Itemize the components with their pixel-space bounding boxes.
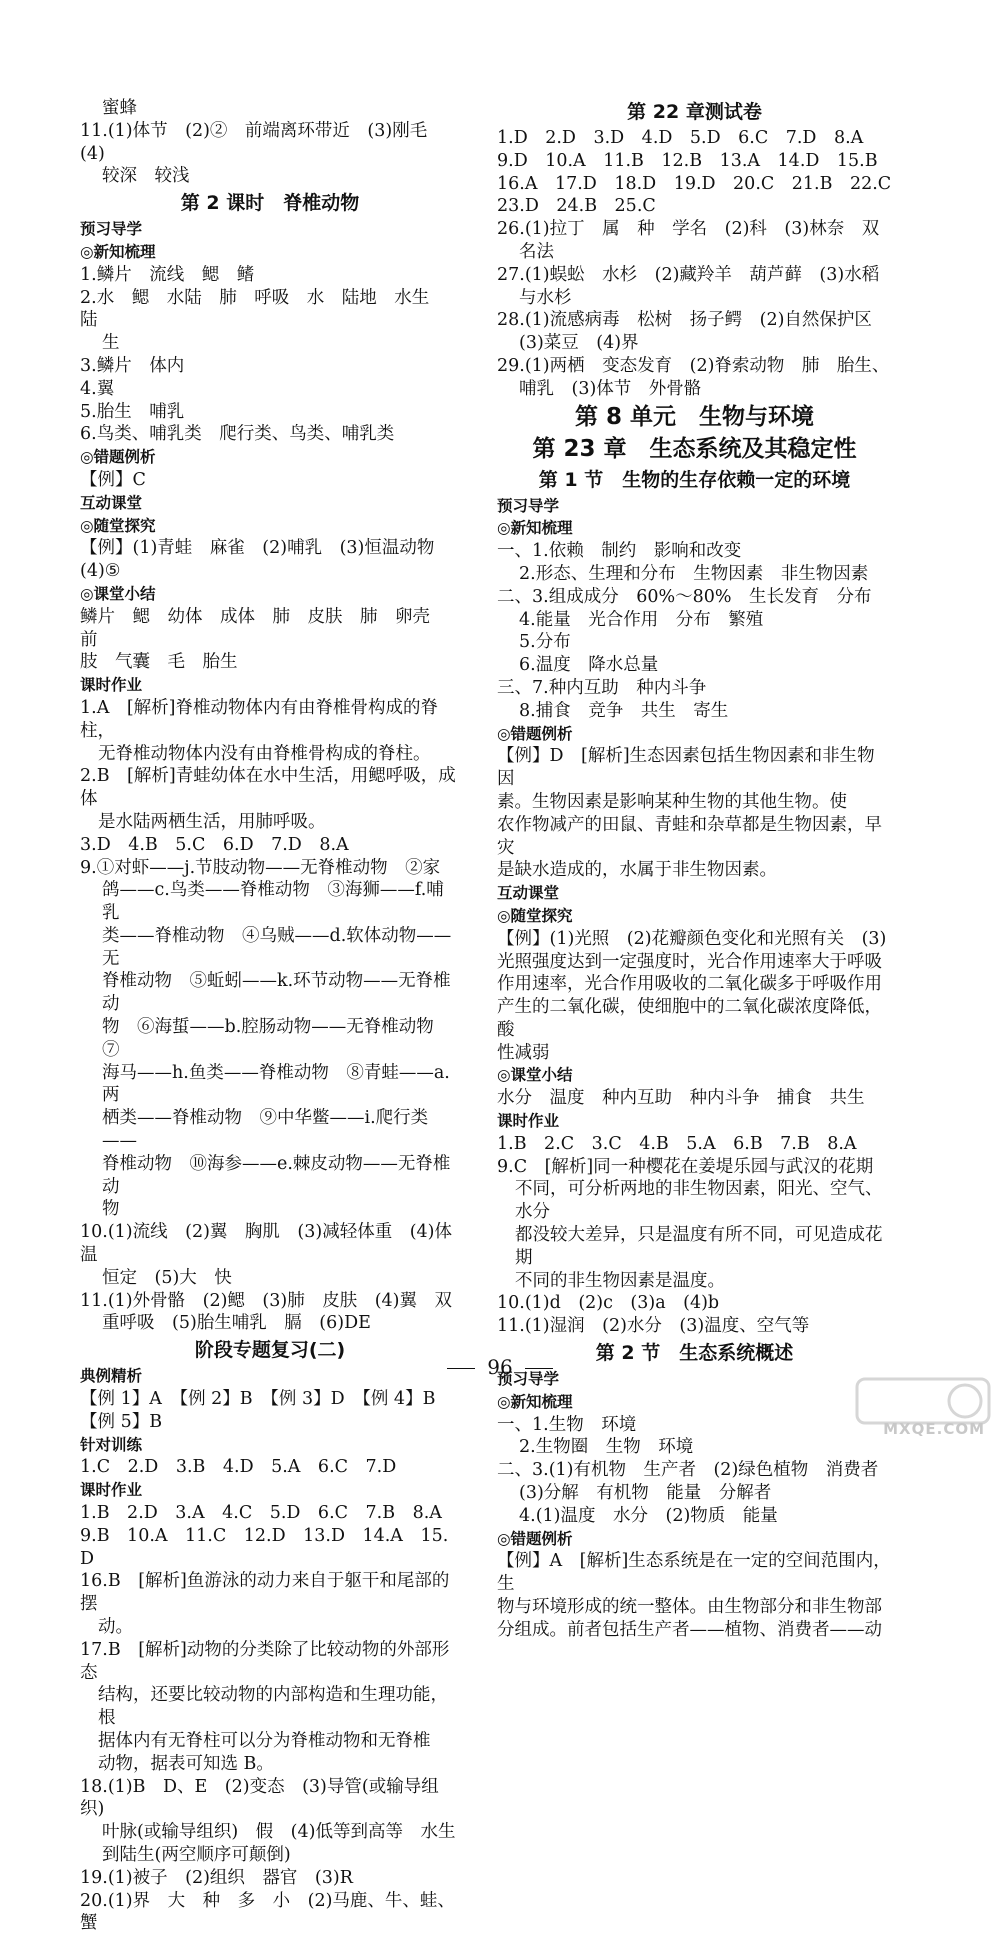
answer-line: 农作物减产的田鼠、青蛙和杂草都是生物因素，早灾 xyxy=(497,814,882,858)
answer-line: 物与环境形成的统一整体。由生物部分和非生物部 xyxy=(497,1597,882,1618)
answer-line: 11.(1)湿润 (2)水分 (3)温度、空气等 xyxy=(497,1316,810,1337)
answer-line: 16.B [解析]鱼游泳的动力来自于躯干和尾部的摆 xyxy=(80,1571,450,1615)
answer-line: 较深 较浅 xyxy=(102,166,190,187)
section-label: ◎新知梳理 xyxy=(497,519,573,538)
section-label: 课时作业 xyxy=(497,1112,560,1131)
section-label: 互动课堂 xyxy=(497,884,560,903)
page-number xyxy=(0,1356,1000,1379)
answer-line: 6.鸟类、哺乳类 爬行类、鸟类、哺乳类 xyxy=(80,424,395,445)
answer-line: 与水杉 xyxy=(519,287,572,308)
section-heading: 第 23 章 生态系统及其稳定性 xyxy=(532,435,857,462)
answer-line: 28.(1)流感病毒 松树 扬子鳄 (2)自然保护区 xyxy=(497,310,872,331)
section-label: ◎错题例析 xyxy=(497,1529,573,1548)
answer-line: 11.(1)外骨骼 (2)鳃 (3)肺 皮肤 (4)翼 双 xyxy=(80,1290,452,1311)
answer-line: 2.水 鳃 水陆 肺 呼吸 水 陆地 水生 陆 xyxy=(80,287,447,331)
section-heading: 第 22 章测试卷 xyxy=(627,101,762,123)
section-label: ◎随堂探究 xyxy=(80,516,156,535)
answer-line: 10.(1)流线 (2)翼 胸肌 (3)减轻体重 (4)体温 xyxy=(80,1222,452,1266)
answer-line: 11.(1)体节 (2)② 前端离环带近 (3)刚毛 (4) xyxy=(80,120,445,164)
answer-line: 海马——h.鱼类——脊椎动物 ⑧青蛙——a.两 xyxy=(102,1062,450,1106)
answer-line: 动物，据表可知选 B。 xyxy=(98,1753,274,1774)
section-label: 针对训练 xyxy=(80,1435,143,1454)
answer-line: 一、1.依赖 制约 影响和改变 xyxy=(497,541,742,562)
answer-line: 作用速率，光合作用吸收的二氧化碳多于呼吸作用 xyxy=(497,974,882,995)
answer-line: 水分 温度 种内互助 种内斗争 捕食 共生 xyxy=(497,1088,865,1109)
answer-line: 20.(1)界 大 种 多 小 (2)马鹿、牛、蛙、蟹 xyxy=(80,1890,455,1934)
answer-line: 10.(1)d (2)c (3)a (4)b xyxy=(497,1293,720,1314)
answer-line: 肢 气囊 毛 胎生 xyxy=(80,652,238,673)
answer-line: 4.能量 光合作用 分布 繁殖 xyxy=(519,609,764,630)
answer-line: 性减弱 xyxy=(497,1042,550,1063)
answer-line: 叶脉(或输导组织) 假 (4)低等到高等 水生 xyxy=(102,1822,456,1843)
answer-line: 无脊椎动物体内没有由脊椎骨构成的脊柱。 xyxy=(98,743,431,764)
answer-line: 17.B [解析]动物的分类除了比较动物的外部形态 xyxy=(80,1639,450,1683)
answer-line: 【例】A [解析]生态系统是在一定的空间范围内，生 xyxy=(497,1551,891,1595)
answer-line: 是水陆两栖生活，用肺呼吸。 xyxy=(98,811,326,832)
answer-line: 哺乳 (3)体节 外骨骼 xyxy=(519,378,702,399)
section-label: 预习导学 xyxy=(497,1370,560,1389)
answer-line: 3.D 4.B 5.C 6.D 7.D 8.A xyxy=(80,834,349,855)
answer-line: 1.C 2.D 3.B 4.D 5.A 6.C 7.D xyxy=(80,1457,397,1478)
page-number-text: 96 xyxy=(487,1355,513,1379)
section-heading: 第 2 课时 脊椎动物 xyxy=(180,192,360,215)
answer-line: 【例】D [解析]生态因素包括生物因素和非生物因 xyxy=(497,746,875,790)
right-column xyxy=(497,97,892,1642)
answer-line: 9.B 10.A 11.C 12.D 13.D 14.A 15.D xyxy=(80,1525,449,1569)
answer-line: 23.D 24.B 25.C xyxy=(497,196,656,217)
answer-line: (4)⑤ xyxy=(80,561,121,582)
answer-line: 3.鳞片 体内 xyxy=(80,355,185,376)
answer-line: 分组成。前者包括生产者——植物、消费者——动 xyxy=(497,1619,882,1640)
answer-line: 19.(1)被子 (2)组织 器官 (3)R xyxy=(80,1867,353,1888)
answer-line: 1.B 2.D 3.A 4.C 5.D 6.C 7.B 8.A xyxy=(80,1503,442,1524)
section-label: ◎新知梳理 xyxy=(497,1392,573,1411)
answer-line: 光照强度达到一定强度时，光合作用速率大于呼吸 xyxy=(497,951,882,972)
answer-line: 物 ⑥海蜇——b.腔肠动物——无脊椎动物 ⑦ xyxy=(102,1017,452,1060)
answer-line: 不同，可分析两地的非生物因素，阳光、空气、水分 xyxy=(515,1179,883,1223)
answer-line: 1.D 2.D 3.D 4.D 5.D 6.C 7.D 8.A xyxy=(497,128,864,148)
answer-line: 鸽——c.鸟类——脊椎动物 ③海狮——f.哺乳 xyxy=(102,880,444,924)
answer-line: 【例】C xyxy=(80,469,146,490)
section-label: 互动课堂 xyxy=(80,493,143,512)
section-label: 预习导学 xyxy=(497,496,560,515)
answer-line: 是缺水造成的，水属于非生物因素。 xyxy=(497,860,777,881)
answer-line: (3)分解 有机物 能量 分解者 xyxy=(519,1483,772,1504)
answer-line: 都没较大差异，只是温度有所不同，可见造成花期 xyxy=(515,1225,883,1268)
answer-line: 据体内有无脊柱可以分为脊椎动物和无脊椎 xyxy=(98,1730,431,1751)
answer-line: 1.B 2.C 3.C 4.B 5.A 6.B 7.B 8.A xyxy=(497,1133,857,1154)
section-heading: 第 8 单元 生物与环境 xyxy=(574,403,815,430)
answer-line: 2.形态、生理和分布 生物因素 非生物因素 xyxy=(519,563,869,584)
left-column xyxy=(80,97,460,1935)
answer-line: 恒定 (5)大 快 xyxy=(102,1267,232,1288)
section-heading: 第 2 节 生态系统概述 xyxy=(595,1342,794,1365)
answer-line: 三、7.种内互助 种内斗争 xyxy=(497,677,707,698)
answer-line: 9.C [解析]同一种樱花在姜堤乐园与武汉的花期 xyxy=(497,1156,874,1177)
answer-line: 【例】(1)青蛙 麻雀 (2)哺乳 (3)恒温动物 xyxy=(80,538,435,559)
section-label: 预习导学 xyxy=(80,220,143,239)
answer-line: 二、3.组成成分 60%～80% 生长发育 分布 xyxy=(497,586,872,607)
answer-line: 栖类——脊椎动物 ⑨中华鳖——i.爬行类—— xyxy=(102,1108,429,1152)
answer-line: 动。 xyxy=(98,1617,133,1637)
answer-line: 素。生物因素是影响某种生物的其他生物。使 xyxy=(497,791,847,812)
answer-line: 4.翼 xyxy=(80,378,115,399)
section-label: 典例精析 xyxy=(80,1367,143,1386)
answer-line: 结构，还要比较动物的内部构造和生理功能，根 xyxy=(98,1685,448,1729)
section-label: 课时作业 xyxy=(80,1481,143,1500)
answer-line: 蜜蜂 xyxy=(102,98,137,118)
section-label: 课时作业 xyxy=(80,676,143,695)
answer-line: 2.B [解析]青蛙幼体在水中生活，用鳃呼吸，成体 xyxy=(80,766,456,810)
section-heading: 阶段专题复习(二) xyxy=(194,1339,346,1362)
answer-line: 【例】(1)光照 (2)花瓣颜色变化和光照有关 (3) xyxy=(497,928,887,949)
answer-line: 29.(1)两栖 变态发育 (2)脊索动物 肺 胎生、 xyxy=(497,355,890,376)
section-heading: 第 1 节 生物的生存依赖一定的环境 xyxy=(538,468,851,491)
watermark-text: MXQE.COM xyxy=(883,1420,985,1439)
answer-line: 9.D 10.A 11.B 12.B 13.A 14.D 15.B xyxy=(497,150,878,171)
answer-line: 重呼吸 (5)胎生哺乳 膈 (6)DE xyxy=(102,1313,371,1334)
answer-line: 4.(1)温度 水分 (2)物质 能量 xyxy=(519,1505,778,1526)
answer-line: 26.(1)拉丁 属 种 学名 (2)科 (3)林奈 双 xyxy=(497,219,880,240)
section-label: ◎随堂探究 xyxy=(497,906,573,925)
answer-line: 二、3.(1)有机物 生产者 (2)绿色植物 消费者 xyxy=(497,1460,879,1481)
answer-line: 18.(1)B D、E (2)变态 (3)导管(或输导组织) xyxy=(80,1776,439,1820)
answer-line: 【例 1】A 【例 2】B 【例 3】D 【例 4】B 【例 5】B xyxy=(80,1389,453,1432)
answer-line: 名法 xyxy=(519,241,554,262)
section-label: ◎新知梳理 xyxy=(80,242,156,261)
answer-line: 生 xyxy=(102,333,120,354)
answer-line: 物 xyxy=(102,1199,120,1220)
answer-line: 5.分布 xyxy=(519,632,571,653)
answer-line: 脊椎动物 ⑩海参——e.棘皮动物——无脊椎动 xyxy=(102,1153,451,1197)
answer-line: 5.胎生 哺乳 xyxy=(80,401,185,422)
answer-line: 鳞片 鳃 幼体 成体 肺 皮肤 肺 卵壳 前 xyxy=(80,606,448,650)
watermark-logo xyxy=(853,1375,993,1447)
section-label: ◎错题例析 xyxy=(80,448,156,467)
answer-line: 9.①对虾——j.节肢动物——无脊椎动物 ②家 xyxy=(80,857,441,878)
answer-line: 1.鳞片 流线 鳃 鳍 xyxy=(80,264,255,285)
answer-line: 6.温度 降水总量 xyxy=(519,655,659,676)
answer-line: 产生的二氧化碳，使细胞中的二氧化碳浓度降低，酸 xyxy=(497,997,882,1040)
answer-line: 类——脊椎动物 ④乌贼——d.软体动物——无 xyxy=(102,925,452,969)
answer-line: 脊椎动物 ⑤蚯蚓——k.环节动物——无脊椎动 xyxy=(102,971,451,1015)
answer-line: (3)菜豆 (4)界 xyxy=(519,333,639,354)
answer-line: 27.(1)蜈蚣 水杉 (2)藏羚羊 葫芦藓 (3)水稻 xyxy=(497,264,880,285)
answer-line: 不同的非生物因素是温度。 xyxy=(515,1270,725,1291)
answer-line: 到陆生(两空顺序可颠倒) xyxy=(102,1844,291,1865)
section-label: ◎课堂小结 xyxy=(80,584,156,603)
section-label: ◎课堂小结 xyxy=(497,1066,573,1085)
answer-line: 2.生物圈 生物 环境 xyxy=(519,1437,694,1458)
answer-line: 8.捕食 竞争 共生 寄生 xyxy=(519,700,729,721)
answer-line: 1.A [解析]脊椎动物体内有由脊椎骨构成的脊柱， xyxy=(80,697,438,741)
section-label: ◎错题例析 xyxy=(497,724,573,743)
answer-line: 一、1.生物 环境 xyxy=(497,1414,637,1435)
answer-line: 16.A 17.D 18.D 19.D 20.C 21.B 22.C xyxy=(497,173,892,194)
